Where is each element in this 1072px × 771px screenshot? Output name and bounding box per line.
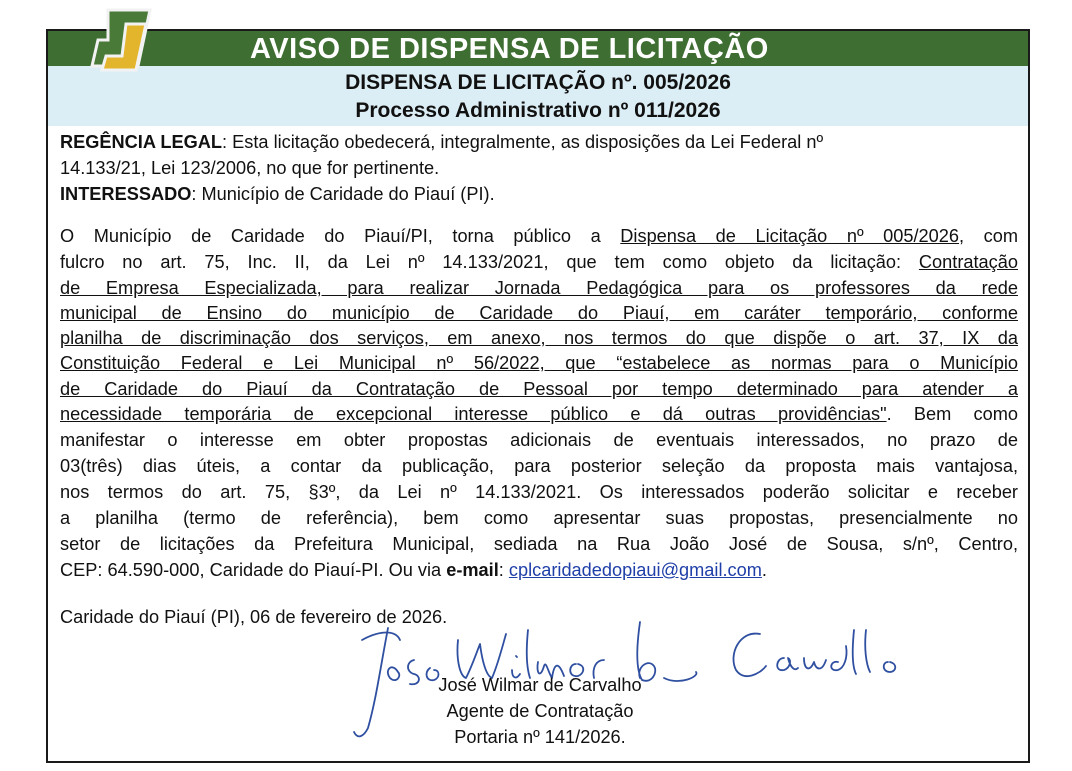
regencia-line-1 (60, 132, 1018, 153)
body-line: de Caridade do Piauí da Contratação de Pessoal por tempo determinado para atender a (60, 379, 1018, 399)
body-line: Constituição Federal e Lei Municipal nº 56/2022, que “estabelece as normas para o Município (60, 353, 1018, 373)
body-line: manifestar o interesse em obter propostas adicionais de eventuais interessados, no prazo de (60, 430, 1018, 450)
dispensa-reference: Dispensa de Licitação nº 005/2026 (620, 226, 960, 246)
signatory-name: José Wilmar de Carvalho (438, 675, 642, 695)
regencia-text: : Esta licitação obedecerá, integralmente, as disposições da Lei Federal nº (222, 132, 824, 152)
regencia-line-2: 14.133/21, Lei 123/2006, no que for pertinente. (60, 158, 440, 178)
email-link[interactable]: cplcaridadedopiaui@gmail.com (508, 560, 762, 580)
body-line: a planilha (termo de referência), bem como apresentar suas propostas, presencialmente no (60, 508, 1018, 528)
interessado-line (60, 184, 1018, 205)
body-line: fulcro no art. 75, Inc. II, da Lei nº 14.133/2021, que tem como objeto da licitação: Contratação (60, 252, 1018, 272)
body-line: O Município de Caridade do Piauí/PI, torna público a Dispensa de Licitação nº 005/2026, com (60, 226, 1018, 246)
signatory-portaria: Portaria nº 141/2026. (454, 727, 626, 747)
interessado-text: : Município de Caridade do Piauí (PI). (191, 184, 495, 204)
logo-icon (78, 4, 164, 76)
regencia-label: REGÊNCIA LEGAL (60, 132, 223, 152)
body-line: de Empresa Especializada, para realizar Jornada Pedagógica para os professores da rede (60, 278, 1018, 298)
signatory-role: Agente de Contratação (446, 701, 634, 721)
body-line: municipal de Ensino do município de Caridade do Piauí, em caráter temporário, conforme (60, 303, 1018, 323)
interessado-label: INTERESSADO (60, 184, 192, 204)
processo-number: Processo Administrativo nº 011/2026 (355, 99, 721, 122)
page-title: AVISO DE DISPENSA DE LICITAÇÃO (250, 33, 769, 65)
body-line: necessidade temporária de excepcional interesse público e dá outras providências". Bem como (60, 404, 1019, 424)
objeto-text: Contratação (918, 252, 1018, 272)
body-line: 03(três) dias úteis, a contar da publicação, para posterior seleção da proposta mais vantajosa, (60, 456, 1018, 476)
body-line: setor de licitações da Prefeitura Municipal, sediada na Rua João José de Sousa, s/nº, Centro, (60, 534, 1018, 554)
date-line: Caridade do Piauí (PI), 06 de fevereiro de 2026. (60, 607, 448, 627)
dispensa-number: DISPENSA DE LICITAÇÃO nº. 005/2026 (345, 71, 731, 94)
body-line: CEP: 64.590-000, Caridade do Piauí-PI. Ou via e-mail: cplcaridadedopiaui@gmail.com. (60, 560, 767, 580)
body-line: planilha de discriminação dos serviços, em anexo, nos termos do que dispõe o art. 37, IX da (60, 328, 1018, 348)
body-line: nos termos do art. 75, §3º, da Lei nº 14.133/2021. Os interessados poderão solicitar e receber (60, 482, 1018, 502)
